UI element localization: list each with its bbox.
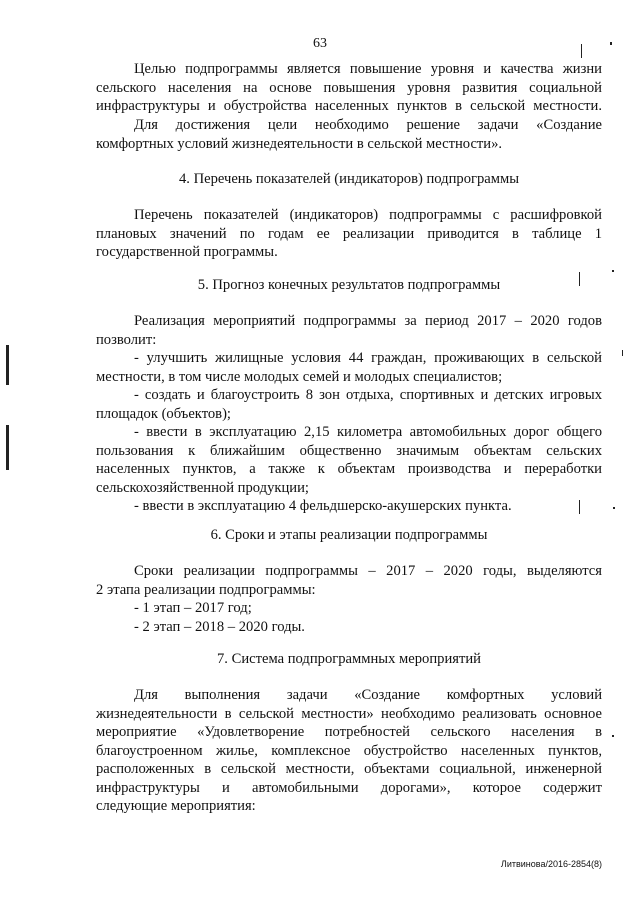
text-line: площадок (объектов);	[96, 405, 231, 422]
scan-artifact	[622, 350, 623, 356]
text-line: местности, в том числе молодых семей и молодых специалистов;	[96, 368, 503, 385]
section-4-body	[96, 206, 602, 262]
text-line: Сроки реализации подпрограммы – 2017 – 2020 годы, выделяются	[134, 563, 602, 579]
intro-paragraph-1	[96, 60, 602, 116]
scan-artifact	[612, 270, 614, 272]
text-line: сельскохозяйственной продукции;	[96, 479, 309, 496]
scan-artifact	[6, 345, 9, 385]
text-line: благоустроенном жилье, комплексное обустройство населенных пунктов,	[96, 742, 602, 759]
text-line: сельского населения на основе повышения уровня развития социальной	[96, 79, 602, 96]
text-line: - 1 этап – 2017 год;	[134, 600, 252, 616]
text-line: комфортных условий жизнедеятельности в сельской местности».	[96, 135, 503, 152]
text-line: жизнедеятельности в сельской местности» необходимо реализовать основное	[96, 705, 602, 722]
text-line: Для достижения цели необходимо решение задачи «Создание	[134, 117, 602, 133]
scan-artifact	[579, 272, 580, 286]
text-line: мероприятие «Удовлетворение потребностей сельского населения в	[96, 724, 602, 740]
text-line: - улучшить жилищные условия 44 граждан, проживающих в сельской	[134, 350, 602, 366]
scan-artifact	[613, 507, 615, 509]
text-line: государственной программы.	[96, 244, 278, 260]
scan-artifact	[581, 44, 582, 58]
text-line: пользования к ближайшим общественно значимым объектам сельских	[96, 442, 602, 459]
intro-paragraph-2	[96, 116, 602, 153]
text-line: населенных пунктов, а также к объектам производства и переработки	[96, 461, 602, 477]
section-6-heading: 6. Сроки и этапы реализации подпрограммы	[210, 527, 488, 543]
text-line: инфраструктуры и обустройства населенных пунктов в сельской местности.	[96, 98, 602, 114]
section-6-body	[96, 562, 602, 636]
text-line: позволит:	[96, 331, 157, 348]
scan-artifact	[610, 42, 612, 45]
text-line: - создать и благоустроить 8 зон отдыха, спортивных и детских игровых	[134, 387, 602, 403]
text-line: Перечень показателей (индикаторов) подпрограммы с расшифровкой	[134, 207, 602, 223]
scan-artifact	[6, 425, 9, 470]
page-number: 63	[313, 36, 327, 51]
text-line: 2 этапа реализации подпрограммы:	[96, 581, 316, 598]
text-line: инфраструктуры и автомобильными дорогами», которое содержит	[96, 779, 602, 796]
section-5-body	[96, 312, 602, 516]
text-line: следующие мероприятия:	[96, 798, 256, 814]
scan-artifact	[612, 735, 614, 737]
scan-artifact	[579, 500, 580, 514]
text-line: Реализация мероприятий подпрограммы за период 2017 – 2020 годов	[134, 313, 602, 329]
section-7-body	[96, 686, 602, 816]
text-line: - 2 этап – 2018 – 2020 годы.	[134, 618, 305, 635]
section-4-heading: 4. Перечень показателей (индикаторов) подпрограммы	[178, 171, 520, 187]
text-line: плановых значений по годам ее реализации приводится в таблице 1	[96, 225, 602, 242]
text-line: Для выполнения задачи «Создание комфортных условий	[134, 687, 602, 703]
text-line: Целью подпрограммы является повышение уровня и качества жизни	[134, 61, 602, 77]
text-line: расположенных в сельской местности, объектами социальной, инженерной	[96, 761, 602, 777]
footer-reference: Литвинова/2016-2854(8)	[500, 859, 602, 869]
section-7-heading: 7. Система подпрограммных мероприятий	[217, 651, 481, 667]
section-5-heading: 5. Прогноз конечных результатов подпрограммы	[197, 277, 501, 293]
text-line: - ввести в эксплуатацию 4 фельдшерско-акушерских пункта.	[134, 498, 512, 514]
text-line: - ввести в эксплуатацию 2,15 километра автомобильных дорог общего	[134, 424, 602, 440]
